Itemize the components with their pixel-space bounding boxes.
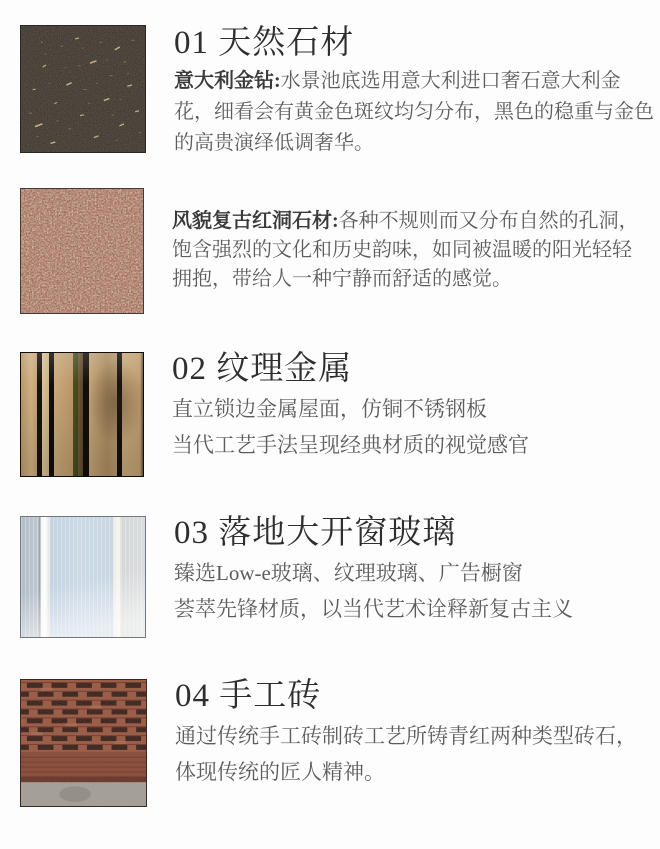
material-section-02-metal: [20, 352, 529, 477]
section-02-heading: 02 纹理金属: [172, 351, 353, 387]
glass-description-line: 荟萃先锋材质，以当代艺术诠释新复古主义: [174, 597, 573, 621]
material-section-03-glass: [20, 516, 573, 638]
section-04-heading: 04 手工砖: [175, 678, 322, 714]
travertine-material-name: 风貌复古红洞石材:: [172, 210, 339, 232]
material-section-04-brick: [20, 679, 637, 807]
glass-image: [20, 516, 146, 638]
description-line: 饱含强烈的文化和历史韵味，如同被温暖的阳光轻轻: [172, 239, 632, 261]
description-line: 拥抱，带给人一种宁静而舒适的感觉。: [172, 268, 512, 290]
metal-description-line: 当代工艺手法呈现经典材质的视觉感官: [172, 433, 529, 457]
glass-description-line: 臻选Low-e玻璃、纹理玻璃、广告橱窗: [174, 561, 523, 585]
travertine-description: [172, 207, 639, 294]
description-line: 花，细看会有黄金色斑纹均匀分布，黑色的稳重与金色: [174, 101, 654, 123]
granite-image: [20, 25, 146, 153]
material-row-red-stone: [20, 188, 639, 314]
description-line: 各种不规则而又分布自然的孔洞，: [338, 210, 639, 232]
material-section-01-stone: [20, 25, 654, 159]
granite-description: [174, 66, 654, 159]
description-line: 水景池底选用意大利进口奢石意大利金: [280, 70, 621, 92]
metal-panel-image: [20, 352, 144, 477]
metal-description-line: 直立锁边金属屋面，仿铜不锈钢板: [172, 397, 487, 421]
red-travertine-image: [20, 188, 144, 314]
brick-description-line: 通过传统手工砖制砖工艺所铸青红两种类型砖石，: [175, 724, 637, 748]
brick-image: [20, 679, 147, 807]
brick-description-line: 体现传统的匠人精神。: [175, 760, 385, 784]
section-01-heading: 01 天然石材: [174, 25, 355, 61]
description-line: 的高贵演绎低调奢华。: [174, 132, 374, 154]
granite-material-name: 意大利金钻:: [174, 70, 281, 92]
section-03-heading: 03 落地大开窗玻璃: [174, 515, 457, 551]
